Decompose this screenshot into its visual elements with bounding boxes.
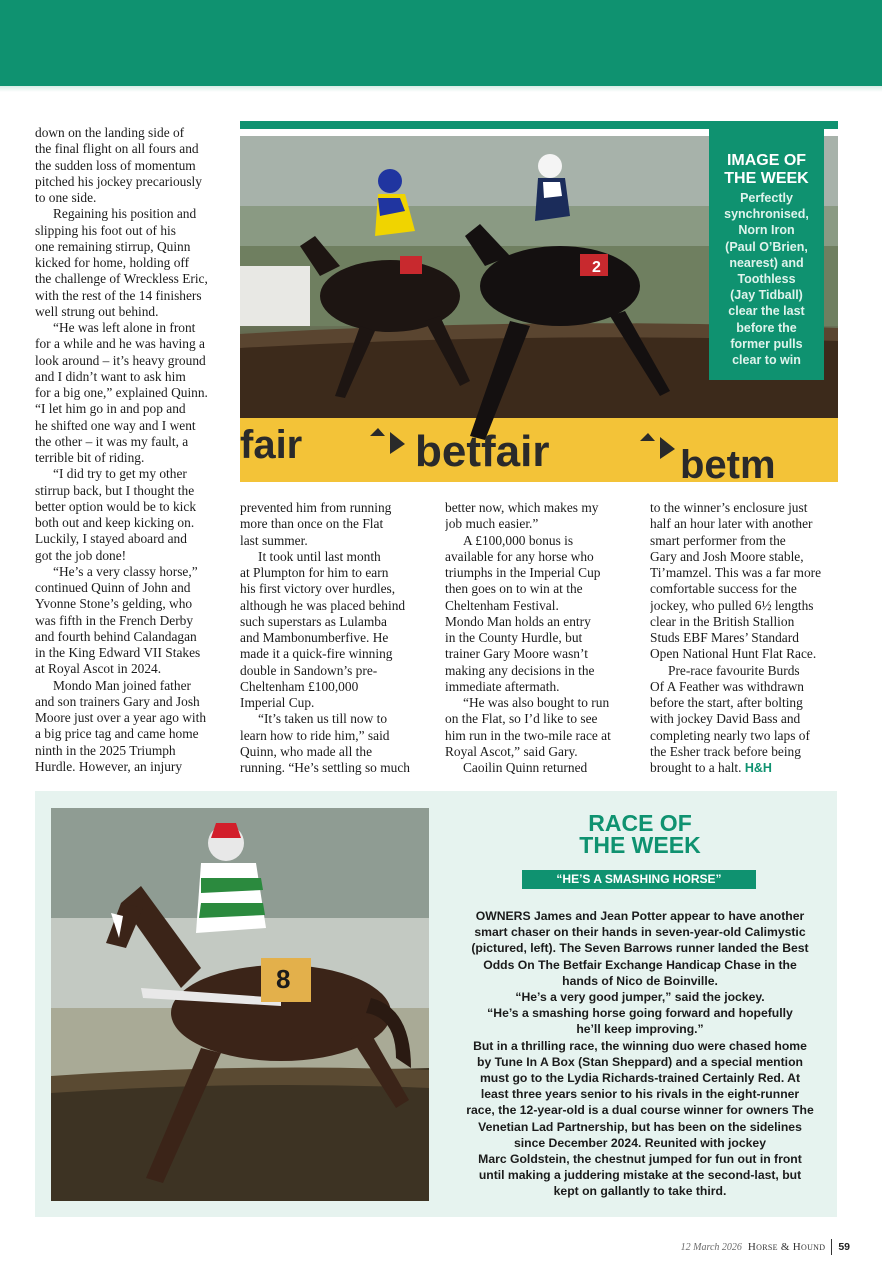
body-line: race, the 12-year-old is a dual course winner for owners The — [466, 1103, 814, 1118]
body-line: must go to the Lydia Richards-trained Certainly Red. At — [479, 1071, 801, 1086]
text-line: he shifted one way and I went — [35, 417, 196, 433]
hoarding-text-left: fair — [240, 423, 303, 467]
body-line: hands of Nico de Boinville. — [562, 973, 718, 988]
text-line: the Esher track before being — [650, 743, 801, 759]
image-of-week-title — [709, 152, 824, 188]
image-of-week-box — [709, 121, 824, 380]
race-of-week-body — [450, 908, 830, 1200]
text-line: job much easier.” — [445, 516, 539, 532]
text-line: Quinn, who made all the — [240, 743, 373, 759]
text-line: Royal Ascot,” said Gary. — [445, 743, 578, 759]
article-column-4 — [650, 500, 842, 782]
text-line: available for any horse who — [445, 548, 594, 564]
text-line: Gary and Josh Moore stable, — [650, 548, 804, 564]
text-line: smart performer from the — [650, 532, 786, 548]
text-line: Cheltenham Festival. — [445, 597, 559, 613]
text-line: running. “He’s settling so much — [240, 760, 410, 775]
text-line: “He was also bought to run — [463, 695, 610, 710]
text-line: kicked for home, holding off — [35, 255, 190, 270]
text-line: jockey, who pulled 6½ lengths — [650, 597, 814, 613]
text-line: then goes on to win at the — [445, 581, 583, 597]
photo-race-of-week — [51, 808, 429, 1201]
text-line: Yvonne Stone’s gelding, who — [35, 596, 193, 612]
text-line: got the job done! — [35, 547, 127, 563]
saddle-cloth-number: 2 — [592, 259, 601, 276]
text-line: learn how to ride him,” said — [240, 727, 390, 743]
text-line: brought to a halt. — [650, 760, 742, 775]
body-line: Venetian Lad Partnership, but has been on the sidelines — [478, 1119, 802, 1134]
race-of-week-title — [520, 812, 760, 856]
text-line: a big price tag and came home — [35, 726, 199, 742]
caption-line: Norn Iron — [738, 223, 795, 238]
text-line: continued Quinn of John and — [35, 580, 191, 595]
body-line: kept on gallantly to take third. — [553, 1184, 727, 1199]
page-footer — [681, 1239, 850, 1255]
header-shadow — [0, 86, 882, 92]
text-line: slipping his foot out of his — [35, 222, 176, 238]
page-number: 59 — [838, 1241, 850, 1253]
text-line: “I did try to get my other — [53, 466, 187, 482]
title-line: THE WEEK — [724, 170, 809, 187]
text-line: Cheltenham £100,000 — [240, 678, 359, 694]
text-line: clear in the British Stallion — [650, 613, 795, 629]
text-line: triumphs in the Imperial Cup — [445, 565, 601, 580]
text-line: Hurdle. However, an injury — [35, 758, 183, 774]
body-line: by Tune In A Box (Stan Sheppard) and a special mention — [477, 1054, 803, 1069]
text-line: Pre-race favourite Burds — [668, 662, 800, 678]
text-line: stirrup back, but I thought the — [35, 482, 195, 498]
text-line: made it a quick-fire winning — [240, 646, 393, 662]
body-line: “He’s a very good jumper,” said the jockey. — [515, 990, 765, 1005]
body-line: until making a juddering mistake at the second-last, but — [478, 1168, 802, 1183]
body-line: smart chaser on their hands in seven-year-old Calimystic — [474, 925, 806, 940]
text-line: more than once on the Flat — [240, 516, 384, 532]
text-line: “I let him go in and pop and — [35, 401, 186, 417]
text-line: at Plumpton for him to earn — [240, 565, 389, 580]
footer-divider — [831, 1239, 832, 1255]
text-line: Mondo Man holds an entry — [445, 613, 591, 629]
text-line: Ti’mamzel. This was a far more — [650, 565, 822, 580]
text-line: and son trainers Gary and Josh — [35, 693, 200, 709]
caption-line: clear to win — [732, 353, 801, 368]
caption-line: before the — [736, 320, 797, 335]
text-line: was fifth in the French Derby — [35, 612, 194, 628]
body-line: (pictured, left). The Seven Barrows runner landed the Best — [471, 941, 809, 956]
text-line: in the King Edward VII Stakes — [35, 645, 201, 660]
body-line: since December 2024. Reunited with jockey — [514, 1135, 766, 1150]
text-line: Moore just over a year ago with — [35, 710, 207, 725]
image-of-week-caption — [709, 190, 824, 368]
text-line: trainer Gary Moore wasn’t — [445, 646, 588, 662]
text-line: down on the landing side of — [35, 125, 185, 140]
caption-line: Perfectly — [740, 191, 793, 205]
text-line: for a big one,” explained Quinn. — [35, 385, 208, 400]
text-line: Imperial Cup. — [240, 695, 315, 710]
text-line: Of A Feather was withdrawn — [650, 678, 804, 694]
text-line: before the start, after bolting — [650, 695, 803, 710]
body-line: he’ll keep improving.” — [576, 1022, 704, 1037]
title-line: IMAGE OF — [726, 152, 807, 169]
caption-line: nearest) and — [729, 255, 804, 270]
text-line: the sudden loss of momentum — [35, 157, 196, 173]
saddle-cloth-number: 8 — [276, 964, 291, 994]
text-line: A £100,000 bonus is — [463, 532, 574, 548]
text-line: the challenge of Wreckless Eric, — [35, 271, 208, 287]
signoff: H&H — [744, 761, 772, 775]
title-line: THE WEEK — [579, 832, 701, 858]
caption-line: former pulls — [730, 336, 803, 351]
text-line: completing nearly two laps of — [650, 727, 810, 743]
text-line: to the winner’s enclosure just — [650, 500, 808, 515]
text-line: such superstars as Lulamba — [240, 613, 387, 629]
text-line: Open National Hunt Flat Race. — [650, 646, 817, 662]
text-line: better option would be to kick — [35, 498, 197, 514]
text-line: “It’s taken us till now to — [258, 711, 388, 727]
text-line: well strung out behind. — [35, 303, 159, 319]
article-column-1 — [35, 125, 227, 780]
body-line: But in a thrilling race, the winning duo were chased home — [473, 1038, 807, 1053]
text-line: Mondo Man joined father — [53, 677, 191, 693]
text-line: with the rest of the 14 finishers — [35, 287, 202, 303]
text-line: last summer. — [240, 532, 308, 548]
text-line: Caoilin Quinn returned — [463, 760, 588, 775]
issue-date: 12 March 2026 — [680, 1241, 742, 1253]
text-line: “He’s a very classy horse,” — [53, 563, 198, 579]
text-line: one remaining stirrup, Quinn — [35, 238, 191, 254]
text-line: the final flight on all fours and — [35, 141, 199, 157]
text-line: pitched his jockey precariously — [35, 173, 202, 189]
header-band — [0, 0, 882, 86]
racing-photo-illustration — [51, 808, 429, 1201]
title-line: RACE OF — [588, 810, 692, 836]
text-line: half an hour later with another — [650, 516, 813, 532]
caption-line: Toothless — [737, 272, 796, 287]
text-line: on the Flat, so I’d like to see — [445, 711, 598, 727]
text-line: “He was left alone in front — [53, 320, 196, 335]
body-line: Marc Goldstein, the chestnut jumped for fun out in front — [478, 1152, 802, 1167]
text-line: him run in the two-mile race at — [445, 727, 611, 743]
magazine-name: Horse & Hound — [747, 1241, 826, 1253]
text-line: his first victory over hurdles, — [240, 581, 396, 597]
caption-line: (Jay Tidball) — [730, 288, 803, 303]
text-line: It took until last month — [258, 548, 381, 564]
article-column-2 — [240, 500, 432, 782]
text-line: immediate aftermath. — [445, 678, 560, 694]
body-line: OWNERS James and Jean Potter appear to have another — [475, 909, 805, 923]
text-line: although he was placed behind — [240, 597, 406, 613]
text-line: to one side. — [35, 190, 97, 205]
body-line: least three years senior to his rivals in the eight-runner — [480, 1087, 800, 1102]
text-line: look around – it’s heavy ground — [35, 352, 206, 368]
caption-line: synchronised, — [724, 207, 809, 222]
text-line: comfortable success for the — [650, 581, 797, 597]
text-line: Luckily, I stayed aboard and — [35, 531, 187, 547]
text-line: terrible bit of riding. — [35, 450, 145, 465]
text-line: Studs EBF Mares’ Standard — [650, 630, 799, 645]
caption-line: clear the last — [728, 304, 805, 319]
text-line: both out and keep kicking on. — [35, 515, 195, 530]
text-line: at Royal Ascot in 2024. — [35, 661, 162, 677]
hoarding-text-mid: betfair — [415, 427, 550, 476]
text-line: double in Sandown’s pre- — [240, 662, 378, 678]
text-line: and I didn’t want to ask him — [35, 368, 186, 384]
text-line: the other – it was my fault, a — [35, 433, 189, 449]
text-line: in the County Hurdle, but — [445, 630, 583, 645]
body-line: “He’s a smashing horse going forward and hopefully — [487, 1006, 793, 1021]
text-line: prevented him from running — [240, 500, 392, 515]
text-line: for a while and he was having a — [35, 336, 205, 352]
text-line: and Mambonumberfive. He — [240, 630, 389, 645]
text-line: making any decisions in the — [445, 662, 595, 678]
body-line: Odds On The Betfair Exchange Handicap Chase in the — [483, 957, 797, 972]
text-line: Regaining his position and — [53, 206, 197, 222]
hoarding-text-right: betm — [680, 443, 776, 482]
text-line: with jockey David Bass and — [650, 711, 801, 727]
text-line: better now, which makes my — [445, 500, 599, 515]
article-column-3 — [445, 500, 637, 782]
text-line: ninth in the 2025 Triumph — [35, 742, 176, 758]
race-of-week-subtitle: “HE’S A SMASHING HORSE” — [522, 870, 756, 889]
text-line: and fourth behind Calandagan — [35, 628, 197, 644]
caption-line: (Paul O’Brien, — [725, 239, 808, 254]
